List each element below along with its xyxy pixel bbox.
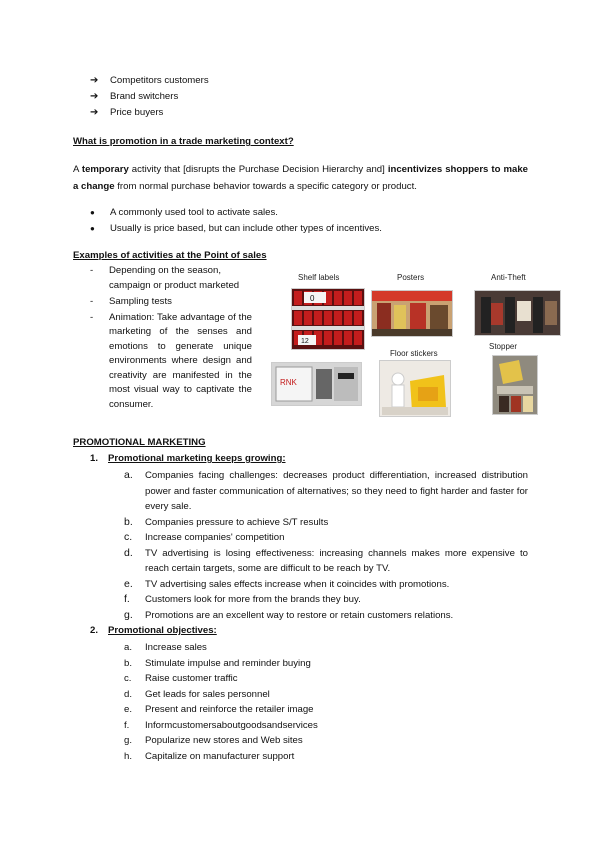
posters-graphic [372, 291, 452, 336]
floor-stickers-image [379, 360, 451, 417]
posters-image [371, 290, 453, 337]
arrow-icon: ➔ [90, 107, 99, 118]
shelf-labels-image [291, 288, 365, 350]
bullet-list [90, 205, 382, 237]
list-item: h. Capitalize on manufacturer support [124, 750, 295, 762]
shelf-tag-text: 0 [310, 294, 315, 303]
arrow-icon: ➔ [90, 91, 99, 102]
bullet-icon: ● [90, 208, 95, 217]
pos-heading: Examples of activities at the Point of sales [73, 250, 267, 261]
shelf-labels-graphic [292, 289, 364, 349]
stopper-image [492, 355, 538, 415]
list-item: g. Promotions are an excellent way to restore or retain customers relations. [124, 608, 454, 621]
section-2-list [124, 640, 528, 764]
section-1-title: 1. Promotional marketing keeps growing: [90, 453, 286, 464]
list-item: g. Popularize new stores and Web sites [124, 735, 303, 746]
anti-theft-caption: Anti-Theft [491, 273, 526, 282]
shelf-tag-text: 12 [301, 338, 309, 345]
list-item: - Animation: Take advantage of the marketing of the senses and emotions to generate unique environments where design and creativity are manifested in the most visual way to captivate the consumer. [90, 311, 252, 410]
list-item: a. Companies facing challenges: decreases product differentiation, increased distribution power and faster communication of alternatives; so they need to fight harder and faster for every sale. [124, 469, 528, 512]
section-1-list [124, 468, 528, 623]
promo-stickers-graphic [272, 363, 361, 405]
list-item: ➔ Price buyers [90, 105, 209, 121]
list-item: f. Customers look for more from the brands they buy. [124, 593, 361, 605]
bullet-icon: ● [90, 224, 95, 233]
list-item: d. Get leads for sales personnel [124, 688, 270, 700]
shelf-labels-caption: Shelf labels [298, 273, 340, 282]
list-item: e. TV advertising sales effects increase when it coincides with promotions. [124, 577, 450, 590]
stopper-graphic [493, 356, 537, 414]
list-item: ➔ Brand switchers [90, 89, 209, 105]
list-item: b. Stimulate impulse and reminder buying [124, 657, 311, 669]
list-item: e. Present and reinforce the retailer image [124, 704, 314, 715]
list-item: d. TV advertising is losing effectiveness: increasing channels makes more expensive to reach certain targets, some are difficult to be reach by TV. [124, 546, 528, 574]
list-item: c. Raise customer traffic [124, 673, 238, 684]
list-item: b. Companies pressure to achieve S/T results [124, 515, 329, 528]
list-item: c. Increase companies' competition [124, 531, 285, 543]
dash-list [90, 264, 252, 414]
list-item: - Depending on the season, campaign or product marketed [90, 265, 240, 291]
posters-caption: Posters [397, 273, 425, 282]
list-item: ● Usually is price based, but can include other types of incentives. [90, 221, 382, 237]
promo-heading: What is promotion in a trade marketing context? [73, 136, 294, 147]
section-2-title: 2. Promotional objectives: [90, 625, 217, 636]
stopper-caption: Stopper [489, 342, 518, 351]
floor-stickers-caption: Floor stickers [390, 349, 438, 358]
promotional-marketing-heading: PROMOTIONAL MARKETING [73, 437, 206, 448]
sticker-text: RNK [280, 378, 297, 387]
list-item: f. Informcustomersaboutgoodsandservices [124, 719, 318, 731]
list-item: ● A commonly used tool to activate sales. [90, 205, 382, 221]
list-item: ➔ Competitors customers [90, 73, 209, 89]
promo-stickers-image [271, 362, 362, 406]
floor-stickers-graphic [380, 361, 450, 416]
list-item: a. Increase sales [124, 642, 207, 653]
anti-theft-graphic [475, 291, 560, 335]
arrow-icon: ➔ [90, 75, 99, 86]
anti-theft-image [474, 290, 561, 336]
list-item: - Sampling tests [90, 295, 172, 307]
arrow-list [90, 73, 209, 121]
definition-paragraph: A temporary activity that [disrupts the Purchase Decision Hierarchy and] incentivizes shoppers to make a change from normal purchase behavior towards a specific category or product. [73, 164, 528, 192]
